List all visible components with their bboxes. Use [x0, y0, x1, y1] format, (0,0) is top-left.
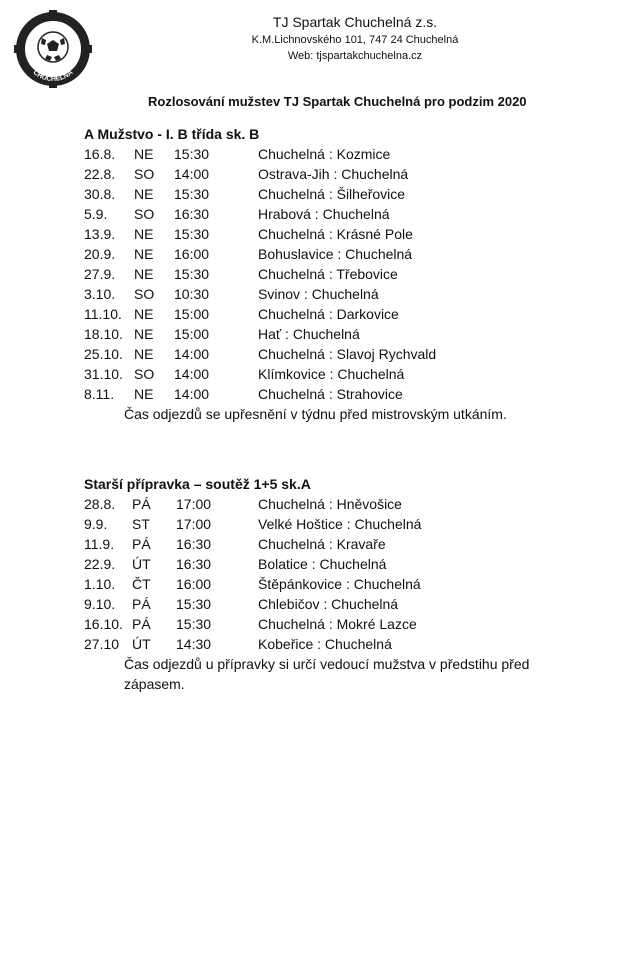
- section-title: A Mužstvo - I. B třída sk. B: [84, 126, 260, 142]
- match-day: ÚT: [132, 636, 151, 652]
- match-day: NE: [134, 306, 154, 322]
- match-date: 11.10.: [84, 306, 122, 322]
- match-row: [84, 514, 604, 534]
- match-day: NE: [134, 146, 154, 162]
- match-row: [84, 264, 604, 284]
- match-time: 16:30: [174, 206, 210, 222]
- match-day: NE: [134, 346, 154, 362]
- match-time: 15:30: [174, 186, 210, 202]
- match-time: 14:00: [174, 366, 210, 382]
- match-time: 15:30: [176, 616, 212, 632]
- match-day: PÁ: [132, 616, 151, 632]
- match-date: 16.8.: [84, 146, 116, 162]
- match-day: PÁ: [132, 496, 151, 512]
- match-day: SO: [134, 206, 155, 222]
- match-teams: Chuchelná : Mokré Lazce: [258, 616, 417, 632]
- match-date: 13.9.: [84, 226, 116, 242]
- match-teams: Chuchelná : Kozmice: [258, 146, 391, 162]
- match-row: [84, 244, 604, 264]
- match-date: 1.10.: [84, 576, 116, 592]
- match-time: 16:00: [176, 576, 212, 592]
- document-title: Rozlosování mužstev TJ Spartak Chuchelná pro podzim 2020: [148, 94, 527, 109]
- match-row: [84, 144, 604, 164]
- match-row: [84, 284, 604, 304]
- match-row: [84, 344, 604, 364]
- letterhead: [210, 12, 500, 64]
- match-date: 25.10.: [84, 346, 123, 362]
- schedule-section-a-team: [84, 124, 604, 424]
- match-teams: Štěpánkovice : Chuchelná: [258, 576, 421, 592]
- match-day: SO: [134, 286, 155, 302]
- club-crest-icon: [14, 10, 92, 88]
- section-note: Čas odjezdů u přípravky si určí vedoucí mužstva v předstihu před zápasem.: [124, 656, 530, 692]
- match-teams: Chuchelná : Hněvošice: [258, 496, 402, 512]
- match-day: NE: [134, 226, 154, 242]
- match-row: [84, 324, 604, 344]
- match-row: [84, 304, 604, 324]
- match-time: 16:30: [176, 556, 212, 572]
- match-row: [84, 224, 604, 244]
- match-teams: Ostrava-Jih : Chuchelná: [258, 166, 409, 182]
- match-date: 20.9.: [84, 246, 116, 262]
- match-date: 16.10.: [84, 616, 123, 632]
- match-time: 15:00: [174, 326, 210, 342]
- match-day: NE: [134, 266, 154, 282]
- match-date: 27.10: [84, 636, 120, 652]
- match-time: 17:00: [176, 496, 212, 512]
- match-day: SO: [134, 166, 155, 182]
- match-time: 15:00: [174, 306, 210, 322]
- match-teams: Svinov : Chuchelná: [258, 286, 379, 302]
- match-teams: Hať : Chuchelná: [258, 326, 360, 342]
- match-date: 3.10.: [84, 286, 116, 302]
- match-date: 9.10.: [84, 596, 116, 612]
- match-day: NE: [134, 186, 154, 202]
- match-row: [84, 634, 604, 654]
- match-time: 15:30: [174, 146, 210, 162]
- club-logo: [14, 10, 92, 88]
- match-row: [84, 184, 604, 204]
- match-date: 22.9.: [84, 556, 116, 572]
- logo-text-bottom: CHUCHELNÁ: [31, 69, 75, 84]
- match-teams: Bohuslavice : Chuchelná: [258, 246, 413, 262]
- match-row: [84, 364, 604, 384]
- match-teams: Klímkovice : Chuchelná: [258, 366, 405, 382]
- match-date: 11.9.: [84, 536, 115, 552]
- match-day: NE: [134, 386, 154, 402]
- match-date: 27.9.: [84, 266, 116, 282]
- match-row: [84, 204, 604, 224]
- match-date: 22.8.: [84, 166, 116, 182]
- match-time: 10:30: [174, 286, 210, 302]
- match-date: 30.8.: [84, 186, 116, 202]
- match-time: 14:00: [174, 386, 210, 402]
- match-date: 31.10.: [84, 366, 123, 382]
- match-teams: Hrabová : Chuchelná: [258, 206, 390, 222]
- match-date: 9.9.: [84, 516, 108, 532]
- match-teams: Chuchelná : Šilheřovice: [258, 186, 406, 202]
- match-row: [84, 494, 604, 514]
- match-time: 14:00: [174, 166, 210, 182]
- match-time: 14:30: [176, 636, 212, 652]
- match-teams: Chlebičov : Chuchelná: [258, 596, 399, 612]
- match-day: ÚT: [132, 556, 151, 572]
- match-date: 8.11.: [84, 386, 115, 402]
- org-name: TJ Spartak Chuchelná z.s.: [272, 14, 438, 30]
- match-time: 15:30: [176, 596, 212, 612]
- match-day: NE: [134, 326, 154, 342]
- match-row: [84, 534, 604, 554]
- match-time: 15:30: [174, 266, 210, 282]
- match-row: [84, 554, 604, 574]
- match-time: 16:30: [176, 536, 212, 552]
- match-day: SO: [134, 366, 155, 382]
- match-teams: Chuchelná : Strahovice: [258, 386, 403, 402]
- match-row: [84, 164, 604, 184]
- match-list: [84, 494, 604, 654]
- match-teams: Kobeřice : Chuchelná: [258, 636, 392, 652]
- match-teams: Chuchelná : Darkovice: [258, 306, 399, 322]
- match-row: [84, 594, 604, 614]
- match-time: 15:30: [174, 226, 210, 242]
- org-website: Web: tjspartakchuchelna.cz: [287, 50, 423, 62]
- match-day: PÁ: [132, 536, 151, 552]
- match-teams: Chuchelná : Kravaře: [258, 536, 386, 552]
- match-time: 14:00: [174, 346, 210, 362]
- section-title: Starší přípravka – soutěž 1+5 sk.A: [84, 476, 311, 492]
- org-address: K.M.Lichnovského 101, 747 24 Chuchelná: [251, 34, 459, 46]
- section-note: Čas odjezdů se upřesnění v týdnu před mistrovským utkáním.: [124, 406, 507, 422]
- match-day: ST: [132, 516, 150, 532]
- match-date: 28.8.: [84, 496, 116, 512]
- match-teams: Chuchelná : Slavoj Rychvald: [258, 346, 437, 362]
- match-day: ČT: [132, 576, 151, 592]
- match-row: [84, 574, 604, 594]
- schedule-section-youth: [84, 474, 604, 694]
- logo-text-top: [14, 10, 54, 12]
- match-row: [84, 384, 604, 404]
- match-teams: Bolatice : Chuchelná: [258, 556, 387, 572]
- match-row: [84, 614, 604, 634]
- match-day: PÁ: [132, 596, 151, 612]
- match-teams: Chuchelná : Třebovice: [258, 266, 398, 282]
- match-time: 16:00: [174, 246, 210, 262]
- match-teams: Chuchelná : Krásné Pole: [258, 226, 413, 242]
- match-day: NE: [134, 246, 154, 262]
- match-list: [84, 144, 604, 404]
- match-time: 17:00: [176, 516, 212, 532]
- match-date: 5.9.: [84, 206, 108, 222]
- match-date: 18.10.: [84, 326, 123, 342]
- match-teams: Velké Hoštice : Chuchelná: [258, 516, 422, 532]
